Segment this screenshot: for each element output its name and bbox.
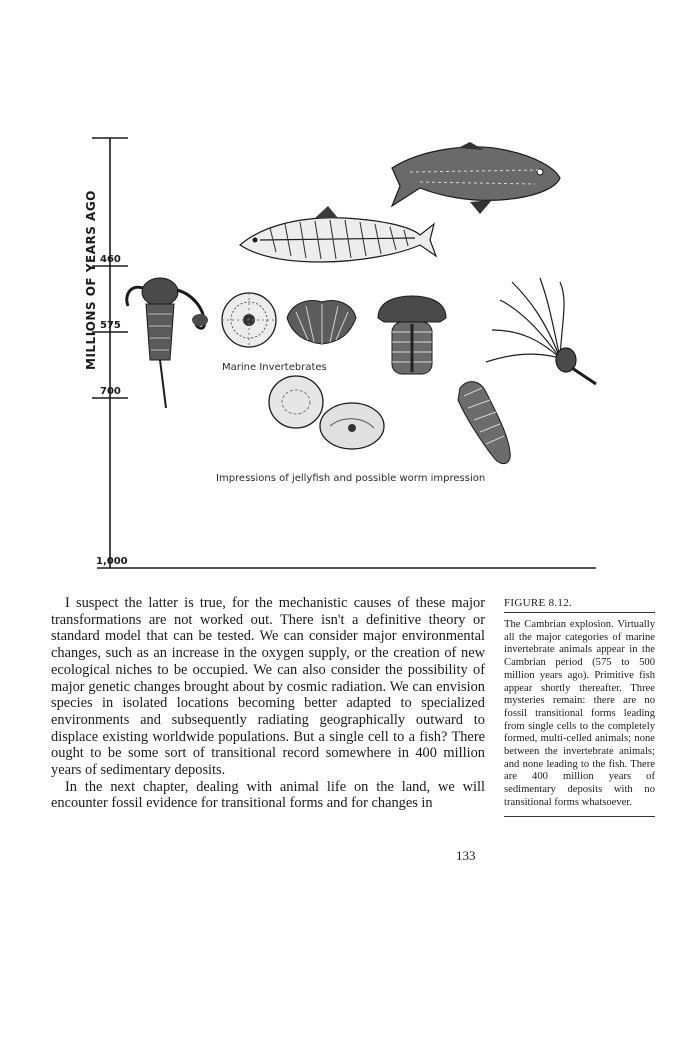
body-paragraph: In the next chapter, dealing with animal life on the land, we will encounter fossil evidence for transitional forms and for changes in	[51, 778, 485, 812]
axis-title: MILLIONS OF YEARS AGO	[84, 190, 98, 370]
label-jellyfish-impressions: Impressions of jellyfish and possible worm impression	[216, 473, 486, 484]
fossil-trilobite	[378, 296, 446, 374]
tick-label-1000: 1,000	[96, 556, 128, 567]
label-marine-invertebrates: Marine Invertebrates	[222, 362, 327, 373]
fossil-jellyfish-1	[269, 376, 323, 428]
fossil-fish-upper	[392, 142, 560, 214]
fossil-brachiopod	[287, 301, 356, 344]
fossil-jellyfish-2	[320, 403, 384, 449]
fossil-eurypterid	[127, 278, 208, 408]
tick-label-460: 460	[100, 254, 121, 265]
figure-label: FIGURE 8.12.	[504, 597, 573, 609]
body-text	[51, 595, 485, 812]
tick-label-700: 700	[100, 386, 121, 397]
fossil-crinoid	[486, 278, 596, 384]
fossil-disc	[222, 293, 276, 347]
figure-caption: The Cambrian explosion. Virtually all the major categories of marine invertebrate animals appear in the Cambrian period (575 to 500 million years ago). Primitive fish appear shortly thereafter. Three mysteries remain: there are no fossil transitional forms leading from single cells to the completely formed, multi-celled animals; none between the invertebrate animals; and none leading to the fish. There are 400 million years of sedimentary deposits with no transitional forms whatsoever.	[504, 612, 655, 817]
body-paragraph: I suspect the latter is true, for the mechanistic causes of these major transformations are not worked out. There isn't a definitive theory or standard model that can be tested. We can consider major environmental changes, such as an increase in the oxygen supply, or the creation of new ecological niches to be occupied. We can also consider the possibility of major genetic changes brought about by cosmic radiation. We can envision species in isolated locations becoming better adapted to specialized environments and subsequently radiating geographically outward to displace existing worldwide populations. But a single cell to a fish? There ought to be some sort of transitional record somewhere in 400 million years of sedimentary deposits.	[51, 595, 485, 779]
fossil-fish-skeletal	[240, 206, 436, 262]
tick-label-575: 575	[100, 320, 121, 331]
fossil-worm	[458, 382, 510, 464]
page-number: 133	[456, 848, 476, 863]
